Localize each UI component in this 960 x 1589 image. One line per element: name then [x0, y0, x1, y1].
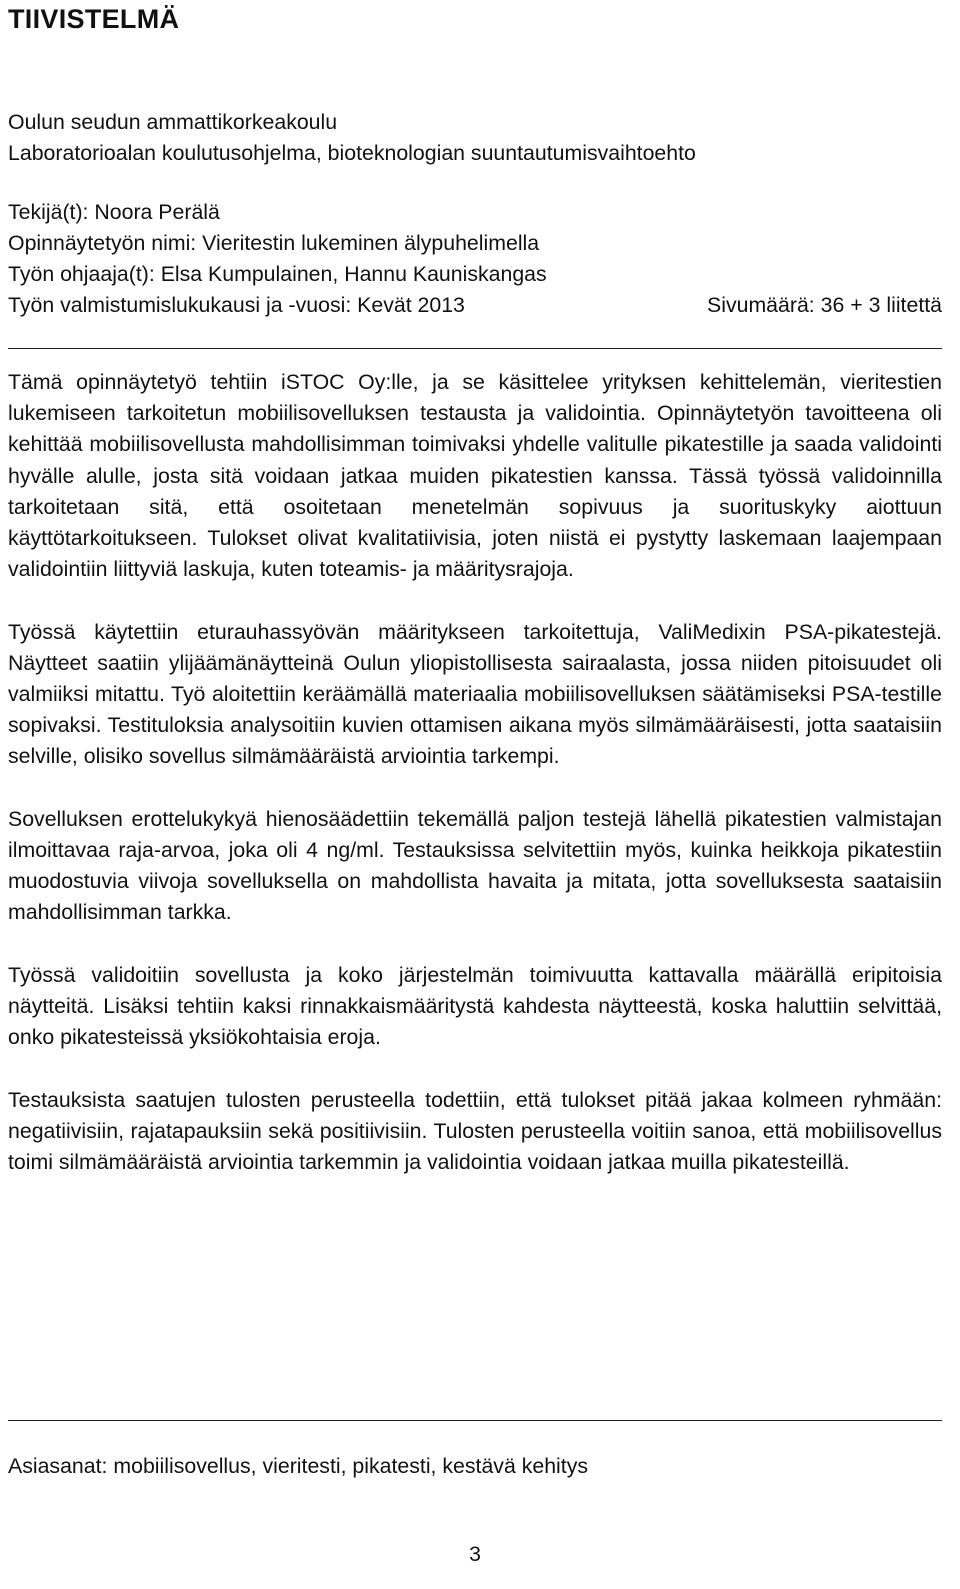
- author-line: Tekijä(t): Noora Perälä: [8, 200, 220, 224]
- supervisors-line: Työn ohjaaja(t): Elsa Kumpulainen, Hannu Kauniskangas: [8, 262, 547, 286]
- completion-date: Työn valmistumislukukausi ja -vuosi: Kevät 2013: [8, 293, 465, 317]
- divider-top: [8, 348, 942, 349]
- page-count: Sivumäärä: 36 + 3 liitettä: [707, 293, 942, 317]
- abstract-body: [8, 367, 942, 1209]
- abstract-paragraph: Työssä validoitiin sovellusta ja koko järjestelmän toimivuutta kattavalla määrällä eripitoisia näytteitä. Lisäksi tehtiin kaksi rinnakkaismääritystä kahdesta näytteestä, koska haluttiin selvittää, onko pikatesteissä yksiökohtaisia eroja.: [8, 962, 942, 1050]
- abstract-paragraph: Työssä käytettiin eturauhassyövän määritykseen tarkoitettuja, ValiMedixin PSA-pikatestejä. Näytteet saatiin ylijäämänäytteinä Oulun yliopistollisesta sairaalasta, jossa niiden pitoisuudet oli valmiiksi mitattu. Työ aloitettiin keräämällä materiaalia mobiilisovelluksen säätämiseksi PSA-testille sopivaksi. Testituloksia analysoitiin kuvien ottamisen aikana myös silmämääräisesti, jotta saataisiin selville, olisiko sovellus silmämääräistä arviointia tarkempi.: [8, 619, 942, 769]
- thesis-name-line: Opinnäytetyön nimi: Vieritestin lukeminen älypuhelimella: [8, 231, 540, 255]
- school-name: Oulun seudun ammattikorkeakoulu: [8, 110, 338, 134]
- abstract-paragraph: Testauksista saatujen tulosten perusteella todettiin, että tulokset pitää jakaa kolmeen ryhmään: negatiivisiin, rajatapauksiin sekä positiivisiin. Tulosten perusteella voitiin sanoa, että mobiilisovellus toimi silmämääräistä arviointia tarkemmin ja validointia voidaan jatkaa muilla pikatesteillä.: [8, 1087, 942, 1175]
- completion-row: [8, 290, 942, 321]
- page-number: 3: [469, 1542, 481, 1566]
- abstract-paragraph: Tämä opinnäytetyö tehtiin iSTOC Oy:lle, ja se käsittelee yrityksen kehittelemän, vieritestien lukemiseen tarkoitetun mobiilisovelluksen testausta ja validointia. Opinnäytetyön tavoitteena oli kehittää mobiilisovellusta mahdollisimman toimivaksi yhdelle valitulle pikatestille ja saada validointi hyvälle alulle, josta sitä voidaan jatkaa muiden pikatestien kanssa. Tässä työssä validoinnilla tarkoitetaan sitä, että osoitetaan menetelmän sopivuus ja suorituskyky aiottuun käyttötarkoitukseen. Tulokset olivat kvalitatiivisia, joten niistä ei pystytty laskemaan laajempaan validointiin liittyviä laskuja, kuten toteamis- ja määritysrajoja.: [8, 370, 942, 582]
- degree-programme: Laboratorioalan koulutusohjelma, bioteknologian suuntautumisvaihtoehto: [8, 141, 696, 165]
- thesis-metadata: [8, 197, 942, 321]
- abstract-paragraph: Sovelluksen erottelukykyä hienosäädettiin tekemällä paljon testejä lähellä pikatestien valmistajan ilmoittavaa raja-arvoa, joka oli 4 ng/ml. Testauksissa selvitettiin myös, kuinka heikkoja pikatestiin muodostuvia viivoja sovelluksella on mahdollista havaita ja mitata, jotta sovelluksesta saataisiin mahdollisimman tarkka.: [8, 806, 942, 925]
- divider-bottom: [8, 1420, 942, 1421]
- abstract-page: [8, 0, 942, 1589]
- institution-block: [8, 107, 942, 169]
- page-title: TIIVISTELMÄ: [8, 4, 180, 34]
- keywords-line: Asiasanat: mobiilisovellus, vieritesti, pikatesti, kestävä kehitys: [8, 1454, 588, 1478]
